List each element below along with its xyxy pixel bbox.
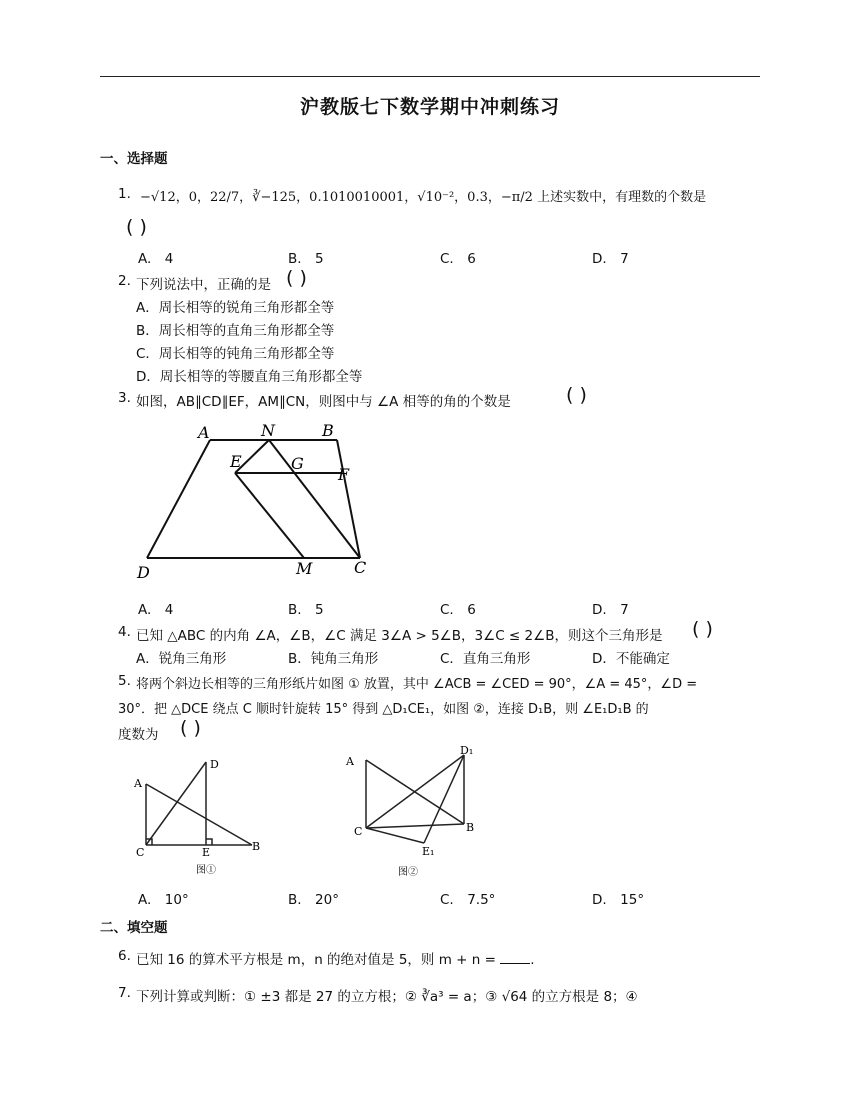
figure-label: B bbox=[252, 840, 261, 853]
question-5-line-3: 度数为 bbox=[118, 727, 159, 743]
answer-paren: ( ) bbox=[126, 216, 147, 238]
figure-label: D bbox=[137, 563, 150, 582]
option-c: C．直角三角形 bbox=[440, 651, 531, 667]
figure-1-triangles bbox=[128, 752, 268, 882]
question-5-line-1: 将两个斜边长相等的三角形纸片如图 ① 放置，其中 ∠ACB = ∠CED = 90°，∠A = 45°，∠D = bbox=[136, 677, 698, 692]
question-number: 6. bbox=[118, 948, 131, 964]
option-d: D. 7 bbox=[592, 251, 629, 267]
figure-label: B bbox=[466, 821, 475, 834]
question-6-text-after: . bbox=[530, 952, 535, 968]
option-a: A．周长相等的锐角三角形都全等 bbox=[136, 300, 335, 316]
figure-label: F bbox=[338, 465, 350, 484]
figure-label: N bbox=[261, 421, 275, 440]
option-b: B. 5 bbox=[288, 602, 324, 618]
figure-label: E₁ bbox=[422, 845, 435, 858]
figure-caption: 图① bbox=[196, 865, 216, 876]
figure-label: D₁ bbox=[460, 745, 474, 757]
option-b: B．周长相等的直角三角形都全等 bbox=[136, 323, 335, 339]
answer-paren: ( ) bbox=[692, 618, 713, 640]
figure-label: C bbox=[354, 825, 363, 838]
option-a: A. 4 bbox=[138, 602, 174, 618]
section-heading-fill: 二、填空题 bbox=[100, 920, 168, 936]
question-6-text bbox=[136, 948, 535, 968]
question-2-text: 下列说法中，正确的是 bbox=[136, 277, 271, 293]
figure-label: E bbox=[230, 452, 242, 471]
option-a: A．锐角三角形 bbox=[136, 651, 227, 667]
figure-caption: 图② bbox=[398, 867, 418, 878]
option-d: D．不能确定 bbox=[592, 651, 670, 667]
figure-label: G bbox=[291, 454, 304, 473]
page-title: 沪教版七下数学期中冲刺练习 bbox=[299, 96, 560, 118]
option-c: C. 6 bbox=[440, 602, 476, 618]
figure-label: A bbox=[198, 423, 210, 442]
question-number: 1. bbox=[118, 186, 131, 202]
figure-2-rotated-triangles bbox=[340, 745, 490, 880]
option-d: D. 15° bbox=[592, 892, 645, 908]
question-number: 3. bbox=[118, 390, 131, 406]
option-b: B. 20° bbox=[288, 892, 339, 908]
figure-label: D bbox=[210, 758, 219, 771]
option-b: B. 5 bbox=[288, 251, 324, 267]
option-a: A. 10° bbox=[138, 892, 189, 908]
figure-label: M bbox=[296, 559, 313, 578]
question-number: 2. bbox=[118, 273, 131, 289]
option-c: C. 7.5° bbox=[440, 892, 496, 908]
answer-blank[interactable] bbox=[500, 950, 530, 964]
question-7-text: 下列计算或判断：① ±3 都是 27 的立方根；② ∛a³ = a；③ √64 的立方根是 8；④ bbox=[136, 989, 638, 1005]
question-number: 4. bbox=[118, 624, 131, 640]
question-5-line-2: 30°．把 △DCE 绕点 C 顺时针旋转 15° 得到 △D₁CE₁，如图 ②，连接 D₁B，则 ∠E₁D₁B 的 bbox=[118, 702, 649, 717]
figure-label: C bbox=[354, 558, 367, 577]
figure-label: E bbox=[202, 846, 211, 859]
answer-paren: ( ) bbox=[180, 717, 201, 739]
question-3-text: 如图，AB∥CD∥EF，AM∥CN，则图中与 ∠A 相等的角的个数是 bbox=[136, 394, 511, 410]
figure-parallel-lines bbox=[128, 420, 388, 585]
answer-paren: ( ) bbox=[286, 267, 307, 289]
question-4-text: 已知 △ABC 的内角 ∠A，∠B，∠C 满足 3∠A > 5∠B，3∠C ≤ 2∠B，则这个三角形是 bbox=[136, 628, 663, 644]
question-6-text-before: 已知 16 的算术平方根是 m，n 的绝对值是 5，则 m + n = bbox=[136, 952, 496, 968]
figure-label: A bbox=[346, 755, 354, 768]
option-d: D. 7 bbox=[592, 602, 629, 618]
option-b: B．钝角三角形 bbox=[288, 651, 379, 667]
option-d: D．周长相等的等腰直角三角形都全等 bbox=[136, 369, 363, 385]
question-number: 7. bbox=[118, 985, 131, 1001]
question-1-text: −√12，0，22/7，∛−125，0.1010010001，√10⁻²，0.3，−π/2 上述实数中，有理数的个数是 bbox=[140, 190, 707, 205]
answer-paren: ( ) bbox=[566, 384, 587, 406]
option-a: A. 4 bbox=[138, 251, 174, 267]
figure-label: A bbox=[134, 777, 142, 790]
section-heading-choice: 一、选择题 bbox=[100, 151, 168, 167]
option-c: C. 6 bbox=[440, 251, 476, 267]
figure-label: B bbox=[322, 421, 334, 440]
option-c: C．周长相等的钝角三角形都全等 bbox=[136, 346, 335, 362]
figure-label: C bbox=[136, 846, 145, 859]
top-rule bbox=[100, 76, 760, 77]
question-number: 5. bbox=[118, 673, 131, 689]
